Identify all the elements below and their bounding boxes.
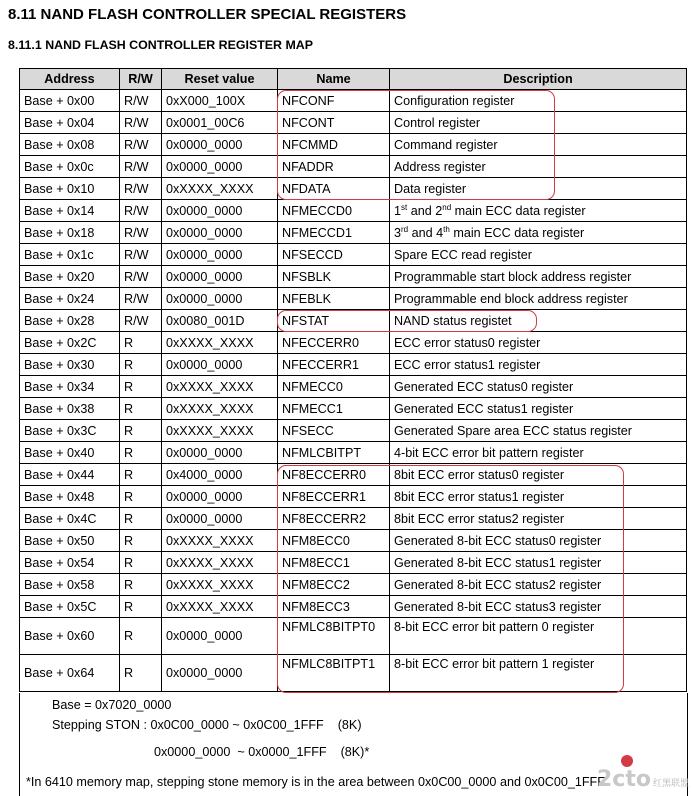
reset-value-cell: 0xXXXX_XXXX xyxy=(162,596,278,618)
base-address-note: Base = 0x7020_0000 xyxy=(52,698,172,712)
rw-cell: R xyxy=(120,574,162,596)
register-name-cell: NF8ECCERR0 xyxy=(278,464,390,486)
register-name-cell: NFSECCD xyxy=(278,244,390,266)
table-row xyxy=(20,464,687,486)
table-row xyxy=(20,376,687,398)
subsection-heading: 8.11.1 NAND FLASH CONTROLLER REGISTER MAP xyxy=(8,38,313,52)
register-name-cell: NFMLC8BITPT1 xyxy=(278,655,390,692)
table-notes xyxy=(19,693,688,796)
description-cell: Generated 8-bit ECC status2 register xyxy=(390,574,687,596)
address-cell: Base + 0x00 xyxy=(20,90,120,112)
description-cell: Command register xyxy=(390,134,687,156)
stepping-stone-alt-note: 0x0000_0000 ~ 0x0000_1FFF (8K)* xyxy=(154,745,370,759)
footnote: *In 6410 memory map, stepping stone memory is in the area between 0x0C00_0000 and 0x0C00_1FFF. xyxy=(26,775,608,789)
reset-value-cell: 0x0000_0000 xyxy=(162,244,278,266)
address-cell: Base + 0x08 xyxy=(20,134,120,156)
address-cell: Base + 0x44 xyxy=(20,464,120,486)
description-cell: 8bit ECC error status2 register xyxy=(390,508,687,530)
column-header-address: Address xyxy=(20,69,120,90)
table-row xyxy=(20,222,687,244)
description-cell: Address register xyxy=(390,156,687,178)
register-name-cell: NFDATA xyxy=(278,178,390,200)
reset-value-cell: 0x0000_0000 xyxy=(162,486,278,508)
register-name-cell: NFMLC8BITPT0 xyxy=(278,618,390,655)
rw-cell: R xyxy=(120,464,162,486)
table-row xyxy=(20,354,687,376)
reset-value-cell: 0xXXXX_XXXX xyxy=(162,420,278,442)
description-cell: Data register xyxy=(390,178,687,200)
description-cell: ECC error status0 register xyxy=(390,332,687,354)
rw-cell: R xyxy=(120,332,162,354)
table-row xyxy=(20,178,687,200)
rw-cell: R xyxy=(120,354,162,376)
description-cell: 8-bit ECC error bit pattern 0 register xyxy=(390,618,687,655)
description-cell: 4-bit ECC error bit pattern register xyxy=(390,442,687,464)
reset-value-cell: 0x0000_0000 xyxy=(162,134,278,156)
address-cell: Base + 0x1c xyxy=(20,244,120,266)
register-name-cell: NFM8ECC3 xyxy=(278,596,390,618)
rw-cell: R xyxy=(120,530,162,552)
description-cell xyxy=(390,222,687,244)
register-name-cell: NFMLCBITPT xyxy=(278,442,390,464)
address-cell: Base + 0x24 xyxy=(20,288,120,310)
reset-value-cell: 0x0000_0000 xyxy=(162,266,278,288)
description-text: 1 xyxy=(394,203,402,218)
watermark-logo: 2cto xyxy=(597,767,651,792)
stepping-stone-note: Stepping STON : 0x0C00_0000 ~ 0x0C00_1FFF (8K) xyxy=(52,718,362,732)
rw-cell: R/W xyxy=(120,310,162,332)
register-name-cell: NFSBLK xyxy=(278,266,390,288)
address-cell: Base + 0x30 xyxy=(20,354,120,376)
watermark xyxy=(597,767,689,792)
register-name-cell: NFMECCD1 xyxy=(278,222,390,244)
description-cell: 8-bit ECC error bit pattern 1 register xyxy=(390,655,687,692)
watermark-badge-icon xyxy=(621,755,633,767)
reset-value-cell: 0xXXXX_XXXX xyxy=(162,552,278,574)
rw-cell: R xyxy=(120,442,162,464)
rw-cell: R xyxy=(120,655,162,692)
description-text: and 2 xyxy=(410,203,443,218)
address-cell: Base + 0x4C xyxy=(20,508,120,530)
table-row xyxy=(20,112,687,134)
description-cell: Programmable start block address register xyxy=(390,266,687,288)
register-name-cell: NF8ECCERR1 xyxy=(278,486,390,508)
description-cell: Programmable end block address register xyxy=(390,288,687,310)
rw-cell: R xyxy=(120,420,162,442)
table-row xyxy=(20,420,687,442)
table-row xyxy=(20,398,687,420)
description-cell: Control register xyxy=(390,112,687,134)
rw-cell: R xyxy=(120,376,162,398)
table-row xyxy=(20,486,687,508)
table-row xyxy=(20,332,687,354)
reset-value-cell: 0x0000_0000 xyxy=(162,442,278,464)
rw-cell: R/W xyxy=(120,134,162,156)
rw-cell: R/W xyxy=(120,156,162,178)
reset-value-cell: 0xXXXX_XXXX xyxy=(162,376,278,398)
description-cell: 8bit ECC error status0 register xyxy=(390,464,687,486)
rw-cell: R xyxy=(120,596,162,618)
address-cell: Base + 0x64 xyxy=(20,655,120,692)
rw-cell: R/W xyxy=(120,90,162,112)
address-cell: Base + 0x04 xyxy=(20,112,120,134)
rw-cell: R/W xyxy=(120,112,162,134)
table-row xyxy=(20,618,687,655)
address-cell: Base + 0x54 xyxy=(20,552,120,574)
register-name-cell: NFECCERR0 xyxy=(278,332,390,354)
description-cell xyxy=(390,200,687,222)
table-row xyxy=(20,266,687,288)
column-header-name: Name xyxy=(278,69,390,90)
description-text: 3 xyxy=(394,225,402,240)
register-name-cell: NFCONT xyxy=(278,112,390,134)
register-name-cell: NFSECC xyxy=(278,420,390,442)
reset-value-cell: 0xXXXX_XXXX xyxy=(162,530,278,552)
reset-value-cell: 0xXXXX_XXXX xyxy=(162,178,278,200)
ordinal-suffix: th xyxy=(443,224,450,234)
register-name-cell: NFECCERR1 xyxy=(278,354,390,376)
description-cell: NAND status registet xyxy=(390,310,687,332)
description-text: and 4 xyxy=(411,225,444,240)
description-cell: ECC error status1 register xyxy=(390,354,687,376)
table-row xyxy=(20,596,687,618)
register-name-cell: NF8ECCERR2 xyxy=(278,508,390,530)
register-name-cell: NFMECCD0 xyxy=(278,200,390,222)
description-cell: 8bit ECC error status1 register xyxy=(390,486,687,508)
table-row xyxy=(20,134,687,156)
register-name-cell: NFCMMD xyxy=(278,134,390,156)
reset-value-cell: 0x0000_0000 xyxy=(162,618,278,655)
table-row xyxy=(20,244,687,266)
table-row xyxy=(20,574,687,596)
reset-value-cell: 0xXXXX_XXXX xyxy=(162,332,278,354)
address-cell: Base + 0x58 xyxy=(20,574,120,596)
register-name-cell: NFMECC0 xyxy=(278,376,390,398)
address-cell: Base + 0x34 xyxy=(20,376,120,398)
address-cell: Base + 0x10 xyxy=(20,178,120,200)
reset-value-cell: 0x0000_0000 xyxy=(162,200,278,222)
register-name-cell: NFMECC1 xyxy=(278,398,390,420)
description-cell: Generated 8-bit ECC status0 register xyxy=(390,530,687,552)
section-heading: 8.11 NAND FLASH CONTROLLER SPECIAL REGISTERS xyxy=(8,6,407,23)
rw-cell: R/W xyxy=(120,266,162,288)
description-text: main ECC data register xyxy=(454,203,586,218)
rw-cell: R/W xyxy=(120,178,162,200)
register-name-cell: NFM8ECC0 xyxy=(278,530,390,552)
reset-value-cell: 0x0000_0000 xyxy=(162,508,278,530)
address-cell: Base + 0x0c xyxy=(20,156,120,178)
table-row xyxy=(20,200,687,222)
table-row xyxy=(20,552,687,574)
column-header-reset-value: Reset value xyxy=(162,69,278,90)
reset-value-cell: 0x0001_00C6 xyxy=(162,112,278,134)
ordinal-suffix: nd xyxy=(442,202,452,212)
reset-value-cell: 0xX000_100X xyxy=(162,90,278,112)
address-cell: Base + 0x14 xyxy=(20,200,120,222)
rw-cell: R/W xyxy=(120,222,162,244)
register-name-cell: NFADDR xyxy=(278,156,390,178)
rw-cell: R xyxy=(120,486,162,508)
reset-value-cell: 0xXXXX_XXXX xyxy=(162,398,278,420)
address-cell: Base + 0x38 xyxy=(20,398,120,420)
description-cell: Generated ECC status0 register xyxy=(390,376,687,398)
rw-cell: R xyxy=(120,618,162,655)
register-name-cell: NFM8ECC2 xyxy=(278,574,390,596)
reset-value-cell: 0x0000_0000 xyxy=(162,354,278,376)
address-cell: Base + 0x50 xyxy=(20,530,120,552)
table-header-row xyxy=(20,69,687,90)
table-row xyxy=(20,655,687,692)
reset-value-cell: 0x0000_0000 xyxy=(162,156,278,178)
rw-cell: R xyxy=(120,508,162,530)
address-cell: Base + 0x40 xyxy=(20,442,120,464)
reset-value-cell: 0x4000_0000 xyxy=(162,464,278,486)
reset-value-cell: 0x0080_001D xyxy=(162,310,278,332)
description-cell: Generated 8-bit ECC status1 register xyxy=(390,552,687,574)
register-name-cell: NFSTAT xyxy=(278,310,390,332)
table-row xyxy=(20,288,687,310)
rw-cell: R/W xyxy=(120,200,162,222)
register-name-cell: NFCONF xyxy=(278,90,390,112)
reset-value-cell: 0x0000_0000 xyxy=(162,222,278,244)
address-cell: Base + 0x20 xyxy=(20,266,120,288)
column-header-rw: R/W xyxy=(120,69,162,90)
address-cell: Base + 0x60 xyxy=(20,618,120,655)
ordinal-suffix: st xyxy=(401,202,408,212)
reset-value-cell: 0xXXXX_XXXX xyxy=(162,574,278,596)
watermark-sub: 红黑联盟 xyxy=(652,778,689,788)
register-name-cell: NFEBLK xyxy=(278,288,390,310)
reset-value-cell: 0x0000_0000 xyxy=(162,655,278,692)
ordinal-suffix: rd xyxy=(401,224,409,234)
rw-cell: R/W xyxy=(120,288,162,310)
description-text: main ECC data register xyxy=(453,225,585,240)
description-cell: Configuration register xyxy=(390,90,687,112)
description-cell: Generated ECC status1 register xyxy=(390,398,687,420)
rw-cell: R/W xyxy=(120,244,162,266)
address-cell: Base + 0x2C xyxy=(20,332,120,354)
description-cell: Generated Spare area ECC status register xyxy=(390,420,687,442)
address-cell: Base + 0x3C xyxy=(20,420,120,442)
register-name-cell: NFM8ECC1 xyxy=(278,552,390,574)
table-row xyxy=(20,310,687,332)
table-row xyxy=(20,90,687,112)
address-cell: Base + 0x5C xyxy=(20,596,120,618)
address-cell: Base + 0x18 xyxy=(20,222,120,244)
rw-cell: R xyxy=(120,552,162,574)
address-cell: Base + 0x28 xyxy=(20,310,120,332)
register-map-table xyxy=(19,68,687,692)
table-row xyxy=(20,508,687,530)
column-header-description: Description xyxy=(390,69,687,90)
description-cell: Generated 8-bit ECC status3 register xyxy=(390,596,687,618)
description-cell: Spare ECC read register xyxy=(390,244,687,266)
table-row xyxy=(20,156,687,178)
reset-value-cell: 0x0000_0000 xyxy=(162,288,278,310)
table-row xyxy=(20,442,687,464)
table-row xyxy=(20,530,687,552)
rw-cell: R xyxy=(120,398,162,420)
address-cell: Base + 0x48 xyxy=(20,486,120,508)
